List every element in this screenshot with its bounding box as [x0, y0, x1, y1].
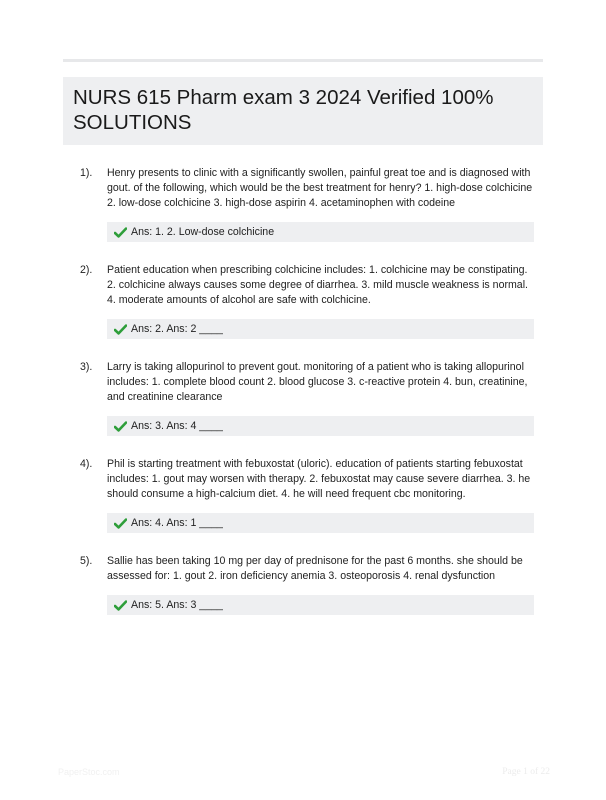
- check-icon: [114, 324, 127, 335]
- question-number: 1).: [80, 167, 93, 179]
- question-item: [80, 554, 540, 615]
- question-item: [80, 263, 540, 339]
- question-text: Patient education when prescribing colchicine includes: 1. colchicine may be constipating. 2. colchicine always causes some degree of diarrhea. 3. mild muscle weakness is normal. 4. moderate amounts of alcohol are safe with colchicine.: [107, 264, 528, 306]
- question-item: [80, 457, 540, 533]
- question-number: 5).: [80, 555, 93, 567]
- answer-box: [107, 222, 534, 242]
- answer-text: Ans: 5. Ans: 3 ____: [131, 599, 223, 611]
- question-item: [80, 360, 540, 436]
- top-divider: [63, 59, 543, 62]
- question-number: 4).: [80, 458, 93, 470]
- page-number: Page 1 of 22: [502, 767, 550, 777]
- question-list: [80, 166, 540, 636]
- check-icon: [114, 227, 127, 238]
- check-icon: [114, 600, 127, 611]
- answer-box: [107, 513, 534, 533]
- title-banner: [63, 77, 543, 145]
- answer-text: Ans: 4. Ans: 1 ____: [131, 517, 223, 529]
- question-number: 3).: [80, 361, 93, 373]
- check-icon: [114, 518, 127, 529]
- question-text: Phil is starting treatment with febuxostat (uloric). education of patients starting febuxostat includes: 1. gout may worsen with therapy. 2. febuxostat may cause severe diarrhea. 3. he should consume a high-calcium diet. 4. he will need frequent cbc monitoring.: [107, 458, 531, 500]
- question-text: Larry is taking allopurinol to prevent gout. monitoring of a patient who is taking allopurinol includes: 1. complete blood count 2. blood glucose 3. c-reactive protein 4. bun, creatinine, and creatinine clearance: [107, 361, 528, 403]
- answer-box: [107, 416, 534, 436]
- answer-box: [107, 595, 534, 615]
- page-title: NURS 615 Pharm exam 3 2024 Verified 100% SOLUTIONS: [73, 86, 494, 134]
- question-item: [80, 166, 540, 242]
- answer-text: Ans: 2. Ans: 2 ____: [131, 323, 223, 335]
- question-number: 2).: [80, 264, 93, 276]
- answer-box: [107, 319, 534, 339]
- question-text: Henry presents to clinic with a significantly swollen, painful great toe and is diagnosed with gout. of the following, which would be the best treatment for henry? 1. high-dose colchicine 2. low-dose colchicine 3. high-dose aspirin 4. acetaminophen with codeine: [107, 167, 533, 209]
- answer-text: Ans: 3. Ans: 4 ____: [131, 420, 223, 432]
- check-icon: [114, 421, 127, 432]
- question-text: Sallie has been taking 10 mg per day of prednisone for the past 6 months. she should be assessed for: 1. gout 2. iron deficiency anemia 3. osteoporosis 4. renal dysfunction: [107, 555, 523, 582]
- answer-text: Ans: 1. 2. Low-dose colchicine: [131, 226, 275, 238]
- footer-watermark: PaperStoc.com: [58, 767, 120, 777]
